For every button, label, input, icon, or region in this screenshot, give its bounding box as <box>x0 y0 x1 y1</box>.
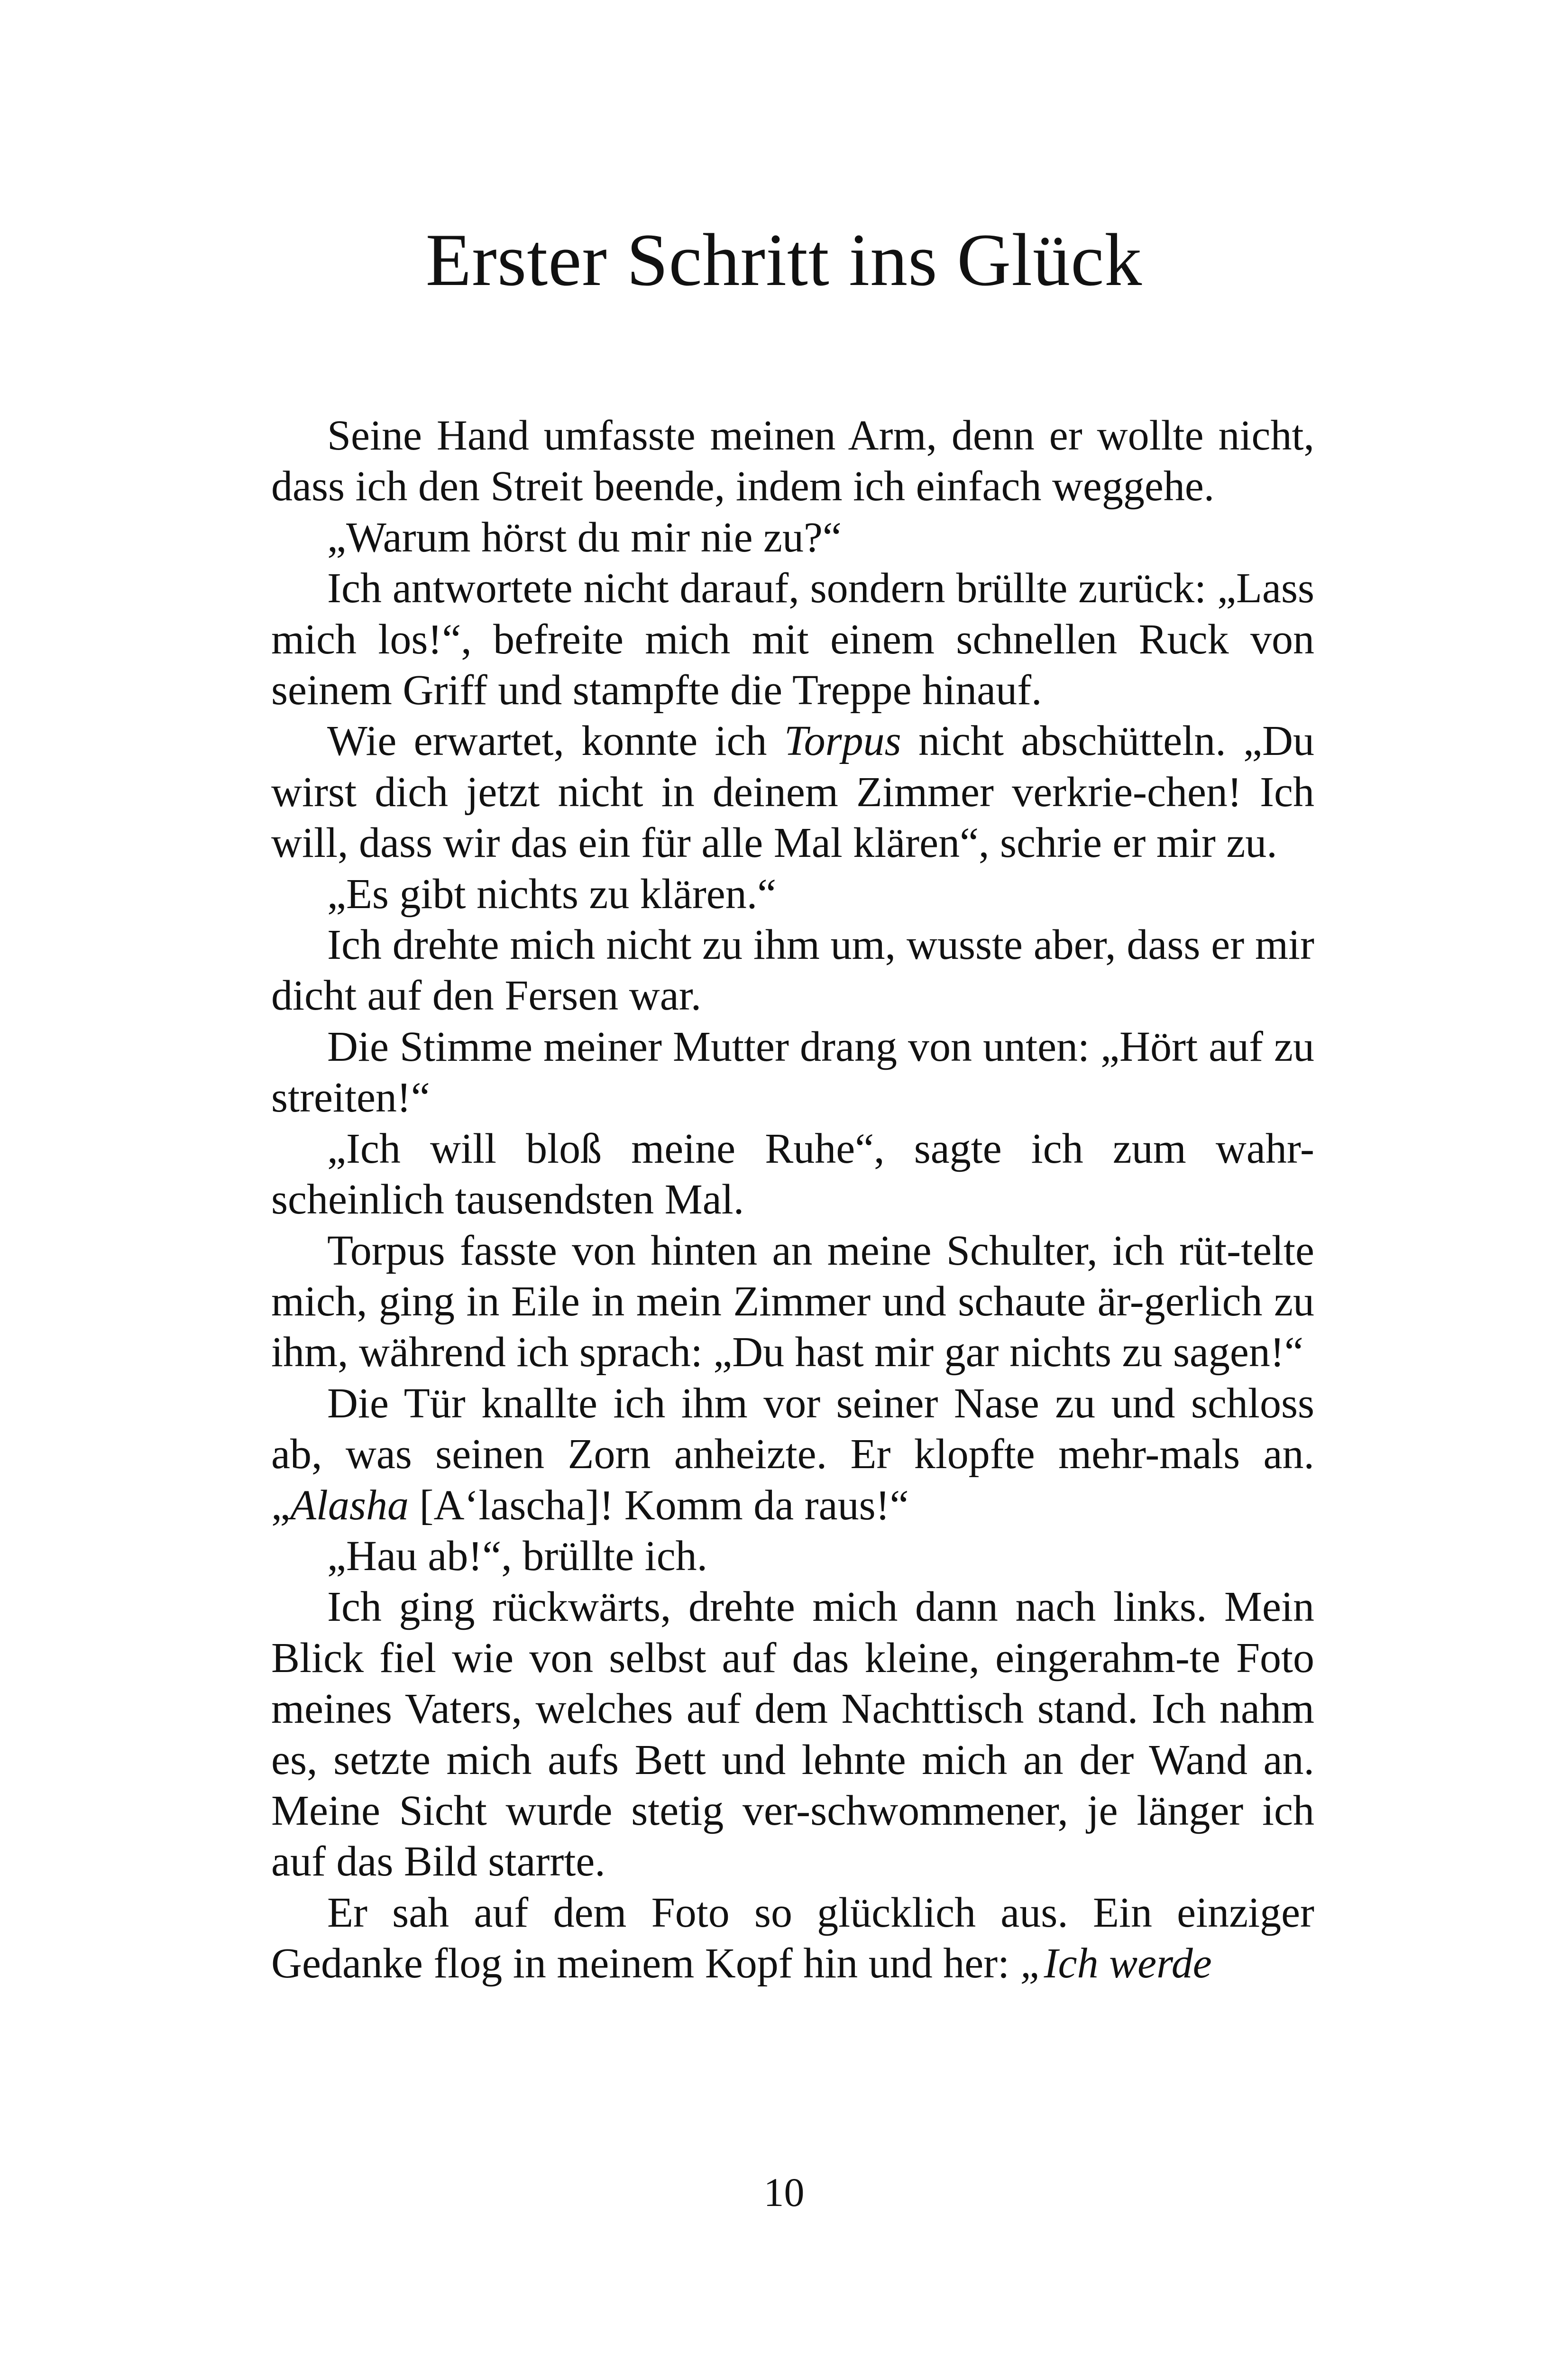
paragraph <box>271 1531 1314 1581</box>
text-segment: nicht abschütteln. „Du wirst dich jetzt nicht in deinem Zimmer verkrie-chen! Ich will, dass wir das ein für alle Mal klären“, schrie er mir zu. <box>271 717 1315 867</box>
paragraph <box>271 1123 1314 1225</box>
text-segment: Ich drehte mich nicht zu ihm um, wusste aber, dass er mir dicht auf den Fersen war. <box>271 921 1314 1020</box>
body-text <box>271 410 1314 1989</box>
text-segment: „Ich will bloß meine Ruhe“, sagte ich zum wahr-scheinlich tausendsten Mal. <box>271 1125 1314 1223</box>
chapter-title: Erster Schritt ins Glück <box>425 219 1143 302</box>
paragraph <box>271 512 1314 563</box>
paragraph <box>271 919 1314 1021</box>
italic-name: Alasha <box>290 1481 409 1529</box>
text-segment: [A‘lascha]! Komm da raus!“ <box>408 1481 909 1529</box>
paragraph <box>271 716 1314 868</box>
text-segment: Er sah auf dem Foto so glücklich aus. Ein einziger Gedanke flog in meinem Kopf hin und her: <box>271 1889 1314 1987</box>
text-segment: „Hau ab!“, brüllte ich. <box>327 1532 708 1580</box>
paragraph <box>271 1021 1314 1123</box>
paragraph <box>271 1887 1314 1989</box>
text-segment: Wie erwartet, konnte ich <box>327 717 784 765</box>
text-segment: „Warum hörst du mir nie zu?“ <box>327 514 842 561</box>
paragraph <box>271 1378 1314 1531</box>
text-segment: Torpus fasste von hinten an meine Schulter, ich rüt-telte mich, ging in Eile in mein Zimmer und schaute är-gerlich zu ihm, während ich sprach: „Du hast mir gar nichts zu sagen!“ <box>271 1227 1314 1376</box>
text-segment: Ich antwortete nicht darauf, sondern brüllte zurück: „Lass mich los!“, befreite mich mit einem schnellen Ruck von seinem Griff und stampfte die Treppe hinauf. <box>271 565 1314 714</box>
paragraph <box>271 869 1314 919</box>
text-segment: Ich ging rückwärts, drehte mich dann nach links. Mein Blick fiel wie von selbst auf das kleine, eingerahm-te Foto meines Vaters, welches auf dem Nachttisch stand. Ich nahm es, setzte mich aufs Bett und lehnte mich an der Wand an. Meine Sicht wurde stetig ver-schwommener, je länger ich auf das Bild starrte. <box>271 1583 1314 1885</box>
paragraph <box>271 410 1314 512</box>
text-segment: „Es gibt nichts zu klären.“ <box>327 870 777 918</box>
paragraph <box>271 563 1314 716</box>
paragraph <box>271 1225 1314 1378</box>
text-segment: Die Stimme meiner Mutter drang von unten: „Hört auf zu streiten!“ <box>271 1023 1314 1121</box>
italic-name: Torpus <box>784 717 901 765</box>
text-segment: Seine Hand umfasste meinen Arm, denn er wollte nicht, dass ich den Streit beende, indem ich einfach weggehe. <box>271 412 1314 510</box>
page-number: 10 <box>763 2169 805 2215</box>
paragraph <box>271 1581 1314 1887</box>
text-segment: Die Tür knallte ich ihm vor seiner Nase zu und schloss ab, was seinen Zorn anheizte. Er klopfte mehr-mals an. „ <box>271 1379 1314 1529</box>
italic-thought: „Ich werde <box>1020 1940 1212 1987</box>
